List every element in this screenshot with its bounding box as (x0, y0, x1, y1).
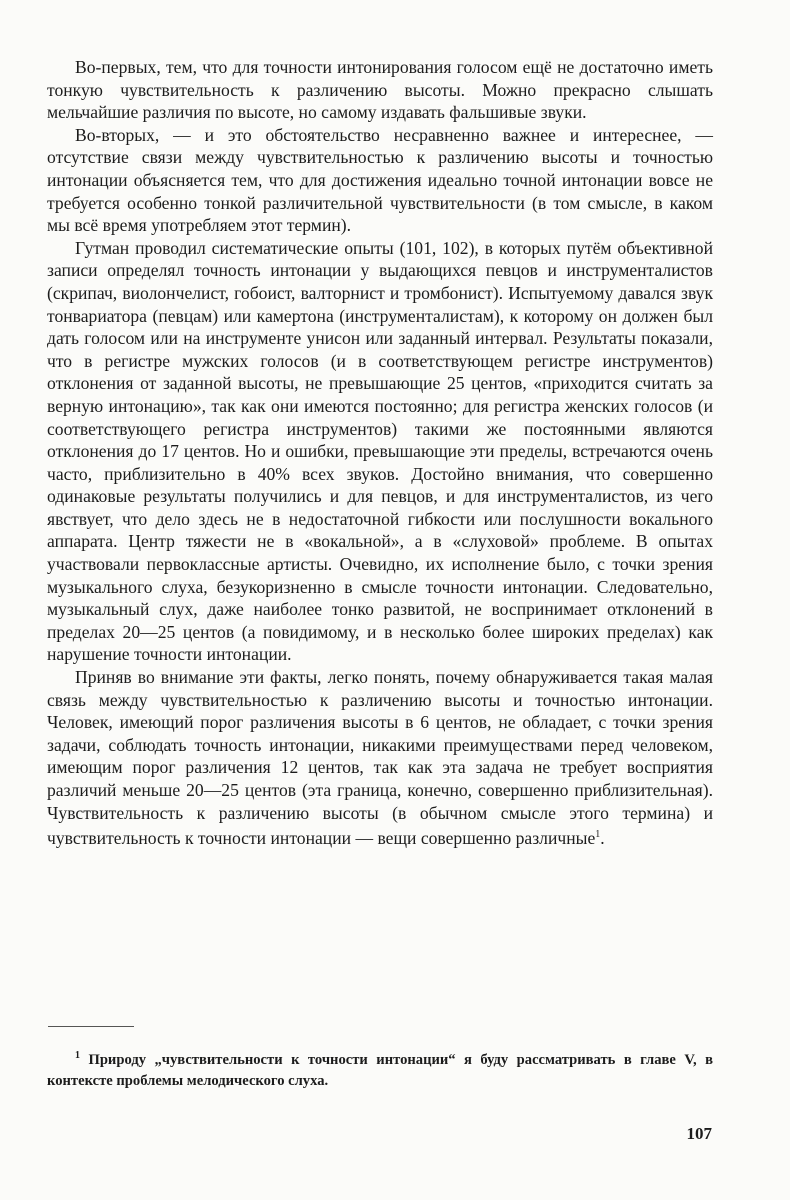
footnote-divider (48, 1026, 134, 1027)
footnote (47, 1045, 713, 1092)
paragraph-3: Гутман проводил систематические опыты (101, 102), в которых путём объективной записи определял точность интонации у выдающихся певцов и инструменталистов (скрипач, виолончелист, гобоист, валторнист и тромбонист). Испытуемому давался звук тонвариатора (певцам) или камертона (инструменталистам), к которому он должен был дать голосом или на инструменте унисон или заданный интервал. Результаты показали, что в регистре мужских голосов (и в соответствующем регистре инструментов) отклонения от заданной высоты, не превышающие 25 центов, «приходится считать за верную интонацию», так как они имеются постоянно; для регистра женских голосов (и соответствующего регистра инструментов) такими же постоянными являются отклонения до 17 центов. Но и ошибки, превышающие эти пределы, встречаются очень часто, приблизительно в 40% всех звуков. Достойно внимания, что совершенно одинаковые результаты получились и для певцов, и для инструменталистов, из чего явствует, что дело здесь не в недостаточной гибкости или послушности вокального аппарата. Центр тяжести не в «вокальной», а в «слуховой» проблеме. В опытах участвовали первоклассные артисты. Очевидно, их исполнение было, с точки зрения музыкального слуха, безукоризненно в смысле точности интонации. Следовательно, музыкальный слух, даже наиболее тонко развитой, не воспринимает отклонений в пределах 20—25 центов (а повидимому, и в несколько более широких пределах) как нарушение точности интонации. (47, 237, 713, 665)
footnote-text: Природу „чувствительности к точности интонации“ я буду рассматривать в главе V, в контексте проблемы мелодического слуха. (47, 1051, 713, 1089)
footnote-mark: 1 (75, 1050, 80, 1061)
page-number: 107 (686, 1124, 712, 1143)
paragraph-1: Во-первых, тем, что для точности интонирования голосом ещё не достаточно иметь тонкую чувствительность к различению высоты. Можно прекрасно слышать мельчайшие различия по высоте, но самому издавать фальшивые звуки. (47, 57, 713, 123)
paragraph-2: Во-вторых, — и это обстоятельство несравненно важнее и интереснее, — отсутствие связи между чувствительностью к различению высоты и точностью интонации объясняется тем, что для достижения идеально точной интонации вовсе не требуется особенно тонкой различительной чувствительности (в том смысле, в каком мы всё время употребляем этот термин). (47, 124, 713, 236)
paragraph-4 (47, 666, 713, 850)
footnote-reference: 1 (595, 829, 601, 841)
paragraph-4-end-period: . (600, 828, 605, 849)
body-text (47, 56, 713, 850)
paragraph-4-text: Приняв во внимание эти факты, легко понять, почему обнаруживается такая малая связь между чувствительностью к различению высоты и точностью интонации. Человек, имеющий порог различения высоты в 6 центов, не обладает, с точки зрения задачи, соблюдать точность интонации, никакими преимуществами перед человеком, имеющим порог различения 12 центов, так как эта задача не требует восприятия различий меньше 20—25 центов (эта граница, конечно, совершенно приблизительная). Чувствительность к различению высоты (в обычном смысле этого термина) и чувствительность к точности интонации — вещи совершенно различные (47, 667, 713, 849)
